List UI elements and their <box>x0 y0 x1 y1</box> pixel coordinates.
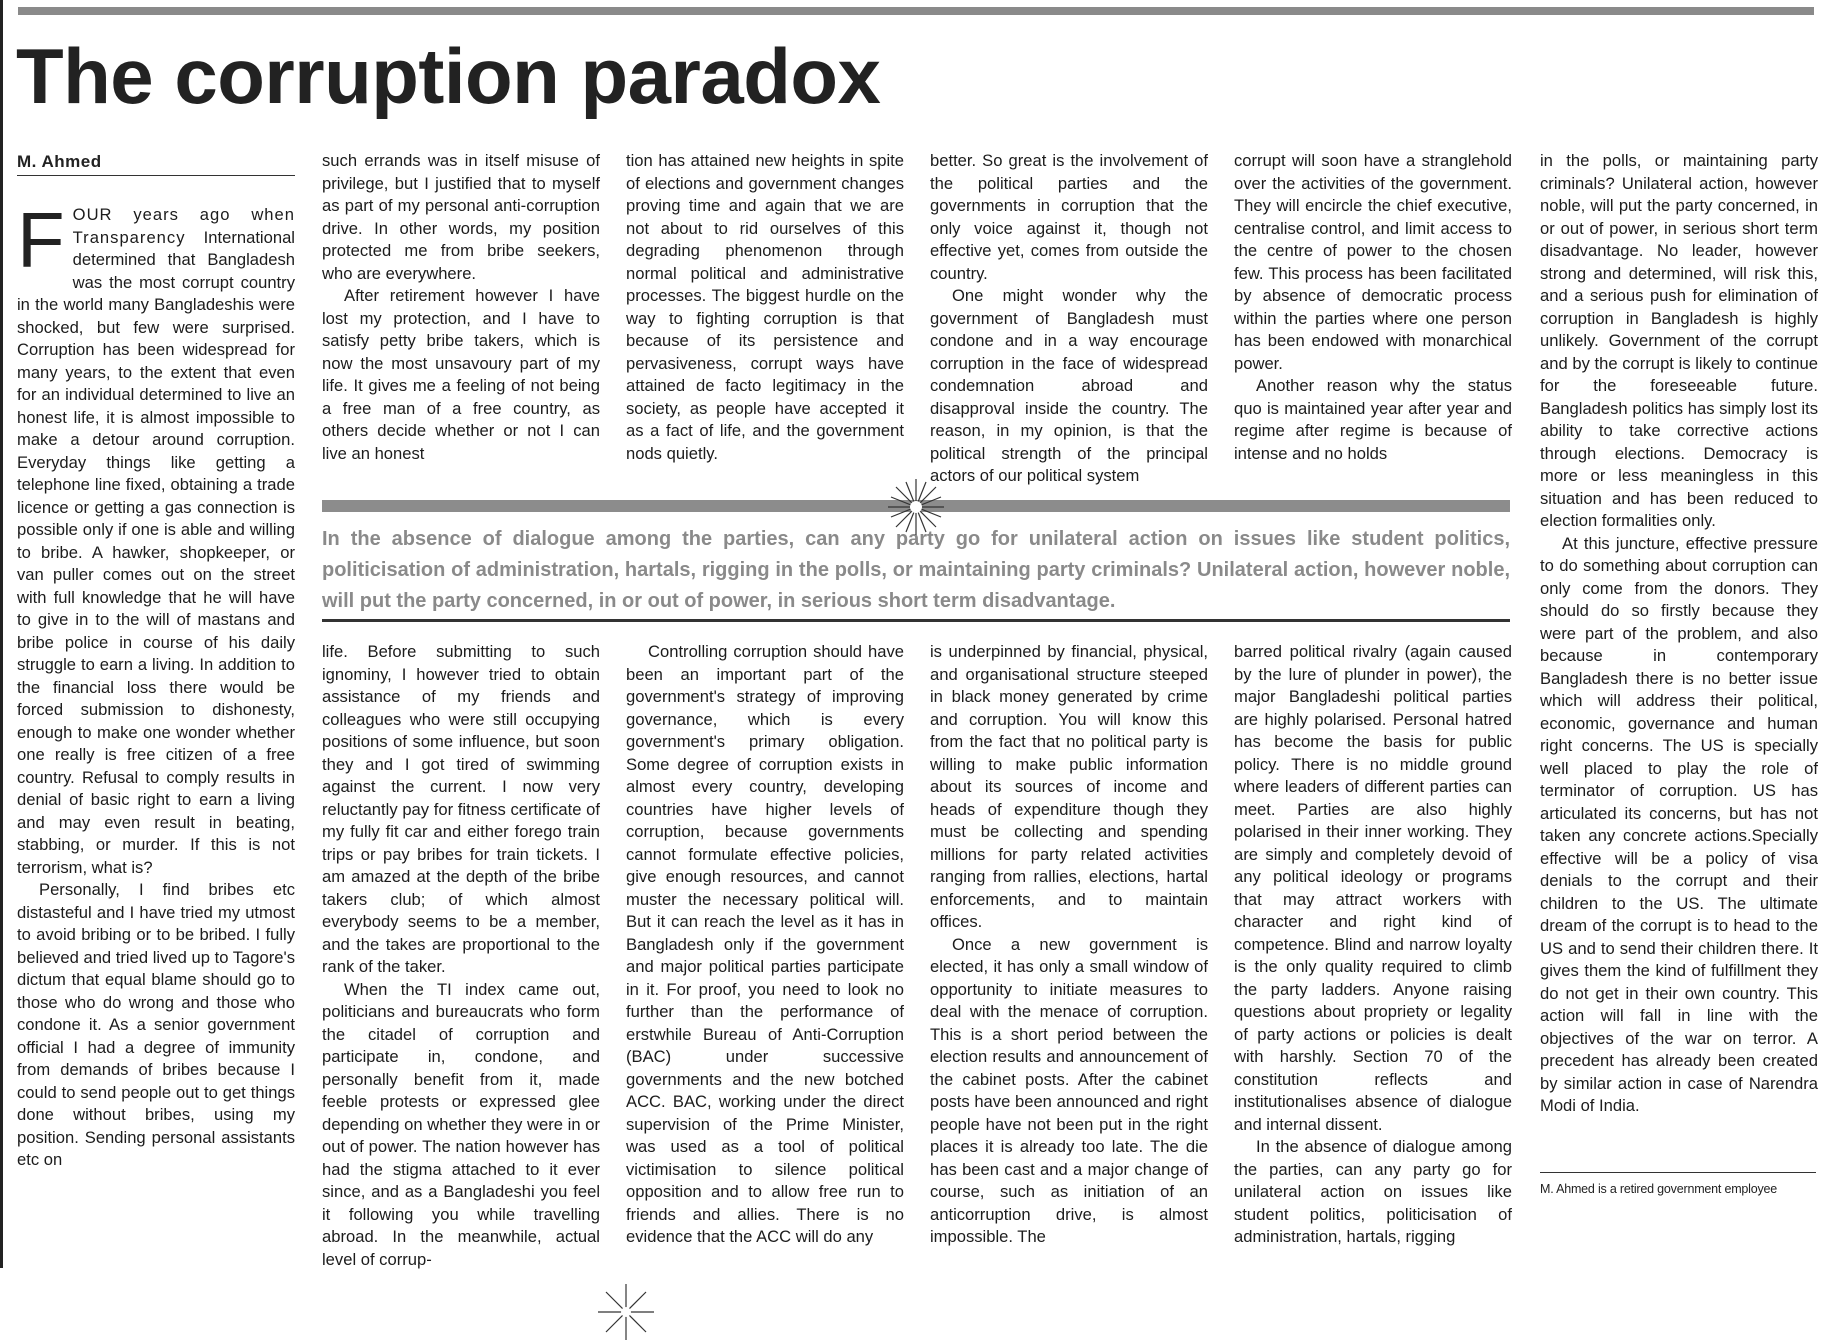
column-6 <box>1540 150 1818 1118</box>
pullquote: In the absence of dialogue among the parties, can any party go for unilateral action on issues like student politics, politicisation of administration, hartals, rigging in the polls, or maintaining party criminals? Unilateral action, however noble, will put the party concerned, in or out of power, in serious short term disadvantage. <box>322 528 1510 612</box>
pullquote-bottom-rule <box>322 619 1510 622</box>
lead-paragraph <box>17 196 295 879</box>
paragraph: When the TI index came out, politicians and bureaucrats who form the citadel of corruption and participate in, condone, and personally benefit from it, made feeble protests or expressed glee depending on whether they were in or out of power. The nation however has had the stigma attached to it ever since, and as a Bangladeshi you feel it following you while travelling abroad. In the meanwhile, actual level of corrup- <box>322 979 600 1269</box>
column-2-top <box>322 150 600 465</box>
column-3-bottom <box>626 641 904 1249</box>
page-left-border <box>0 0 3 1268</box>
column-3-top <box>626 150 904 465</box>
paragraph: Another reason why the status quo is maintained year after year and regime after regime is because of intense and no holds <box>1234 376 1512 463</box>
drop-cap: F <box>17 196 65 284</box>
byline: M. Ahmed <box>17 152 102 171</box>
column-5-bottom <box>1234 641 1512 1249</box>
paragraph: is underpinned by financial, physical, and organisational structure steeped in black money generated by crime and corruption. You will know this from the fact that no political party is willing to make public information about its sources of income and heads of expenditure though they must be collecting and spending millions for party related activities ranging from rallies, elections, hartal enforcements, and to maintain offices. <box>930 642 1208 931</box>
paragraph: At this juncture, effective pressure to do something about corruption can only come from the donors. They should do so firstly because they were part of the problem, and also because in contemporary Bangladesh there is no better issue which will address their political, economic, governance and human right concerns. The US is specially well placed to play the role of terminator of corruption. US has articulated its concerns, but has not taken any concrete actions.Specially effective will be a policy of visa denials to the corrupt and their children to the US. The ultimate dream of the corrupt is to head to the US and to send their children there. It gives them the kind of fulfillment they do not get in their own country. This action will fall in line with the objectives of the war on terror. A precedent has already been created by similar action in case of Narendra Modi of India. <box>1540 533 1818 1115</box>
paragraph: After retirement however I have lost my protection, and I have to satisfy petty bribe takers, which is now the most unsavoury part of my life. It gives me a feeling of not being a free man of a free country, as others decide whether or not I can live an honest <box>322 286 600 463</box>
paragraph: in the polls, or maintaining party criminals? Unilateral action, however noble, will put the party concerned, in or out of power, in serious short term disadvantage. No leader, however strong and determined, will risk this, and a serious push for elimination of corruption in Bangladesh is highly unlikely. Government of the corrupt and by the corrupt is likely to continue for the foreseeable future. Bangladesh politics has simply lost its ability to take corrective actions through elections. Democracy is more or less meaningless in this situation and has been reduced to election formalities only. <box>1540 151 1818 530</box>
paragraph: corrupt will soon have a stranglehold over the activities of the government. They will encircle the chief executive, centralise control, and limit access to the centre of power to the chosen few. This process has been facilitated by absence of democratic process within the parties where one person has been endowed with monarchical power. <box>1234 151 1512 373</box>
paragraph: Controlling corruption should have been an important part of the government's strategy of improving governance, which is every government's primary obligation. Some degree of corruption exists in almost every country, developing countries have higher levels of corruption, because governments cannot formulate effective policies, give enough resources, and cannot muster the necessary political will. But it can reach the level as it has in Bangladesh only if the government and major political parties participate in it. For proof, you need to look no further than the performance of erstwhile Bureau of Anti-Corruption (BAC) under successive governments and the new botched ACC. BAC, working under the direct supervision of the Prime Minister, was used as a tool of political victimisation to silence political opposition and to allow free run to friends and allies. There is no evidence that the ACC will do any <box>626 642 904 1246</box>
paragraph: International determined that Bangladesh was the most corrupt country in the world many Bangladeshis were shocked, but few were surprised. Corruption has been widespread for many years, to the extent that even for an individual determined to live an honest life, it is almost impossible to make a detour around corruption. Everyday things like getting a telephone line fixed, obtaining a trade licence or getting a gas connection is possible only if one is able and willing to bribe. A hawker, shopkeeper, or van puller comes out on the street with full knowledge that he will have to give in to the will of mastans and bribe police in course of his daily struggle to earn a living. In addition to the financial loss there would be forced submission to dishonesty, enough to make one wonder whether one really is free citizen of a free country. Refusal to comply results in denial of basic right to earn a living and may even result in beating, stabbing, or murder. If this is not terrorism, what is? <box>17 227 295 877</box>
paragraph: tion has attained new heights in spite of elections and government changes proving time and again that we are not about to rid ourselves of this degrading phenomenon through normal political and administrative processes. The biggest hurdle on the way to fighting corruption is that because of its persistence and pervasiveness, corrupt ways have attained de facto legitimacy in the society, as people have accepted it as a fact of life, and the government nods quietly. <box>626 151 904 463</box>
paragraph: One might wonder why the government of Bangladesh must condone and in a way encourage corruption in the face of widespread condemnation abroad and disapproval inside the country. The reason, in my opinion, is that the political strength of the principal actors of our political system <box>930 286 1208 485</box>
starburst-ornament <box>596 1282 656 1342</box>
paragraph: In the absence of dialogue among the parties, can any party go for unilateral action on issues like student politics, politicisation of administration, hartals, rigging <box>1234 1137 1512 1246</box>
column-5-top <box>1234 150 1512 465</box>
column-2-bottom <box>322 641 600 1271</box>
paragraph: better. So great is the involvement of the political parties and the governments in corruption that the only voice against it, though not effective yet, comes from outside the country. <box>930 151 1208 283</box>
paragraph: barred political rivalry (again caused by the lure of plunder in power), the major Bangladeshi political parties are highly polarised. Personal hatred has become the basis for public policy. There is no middle ground where leaders of different parties can meet. Parties are also highly polarised in their inner working. They are simply and completely devoid of any political ideology or programs that may attract workers with character and right kind of competence. Blind and narrow loyalty is the only quality required to climb the party ladders. Anyone raising questions about propriety or legality of party actions or policies is dealt with harshly. Section 70 of the constitution reflects and institutionalises absence of dialogue and internal dissent. <box>1234 642 1512 1134</box>
paragraph: life. Before submitting to such ignominy, I however tried to obtain assistance of my friends and colleagues who were still occupying positions of some influence, but soon they and I got tired of swimming against the current. I now very reluctantly pay for fitness certificate of my fully fit car and either forego train trips or pay bribes for train tickets. I am amazed at the depth of the bribe takers club; of which almost everybody seems to be a member, and the takes are proportional to the rank of the taker. <box>322 642 600 976</box>
column-4-top <box>930 150 1208 488</box>
lead-caps: OUR years ago when Transparency <box>72 205 295 247</box>
paragraph: Once a new government is elected, it has only a small window of opportunity to initiate measures to deal with the menace of corruption. This is a short period between the election results and announcement of the cabinet posts. After the cabinet posts have been announced and right people have not been put in the right places it is already too late. The die has been cast and a major change of course, such as initiation of an anticorruption drive, is almost impossible. The <box>930 934 1208 1246</box>
author-footnote: M. Ahmed is a retired government employee <box>1540 1182 1778 1196</box>
footnote-divider <box>1540 1172 1816 1173</box>
column-4-bottom <box>930 641 1208 1249</box>
paragraph: Personally, I find bribes etc distasteful and I have tried my utmost to avoid bribing or to be bribed. I fully believed and tried lived up to Tagore's dictum that equal blame should go to those who do wrong and those who condone it. As a senior government official I had a degree of immunity from demands of bribes because I could to send people out to get things done without bribes, using my position. Sending personal assistants etc on <box>17 880 295 1169</box>
article-headline: The corruption paradox <box>16 32 881 120</box>
column-1 <box>17 196 295 1172</box>
byline-divider <box>17 175 295 176</box>
paragraph: such errands was in itself misuse of privilege, but I justified that to myself as part of my personal anti-corruption drive. In other words, my position protected me from bribe seekers, who are everywhere. <box>322 151 600 283</box>
starburst-ornament <box>886 477 946 537</box>
top-rule <box>18 7 1814 15</box>
